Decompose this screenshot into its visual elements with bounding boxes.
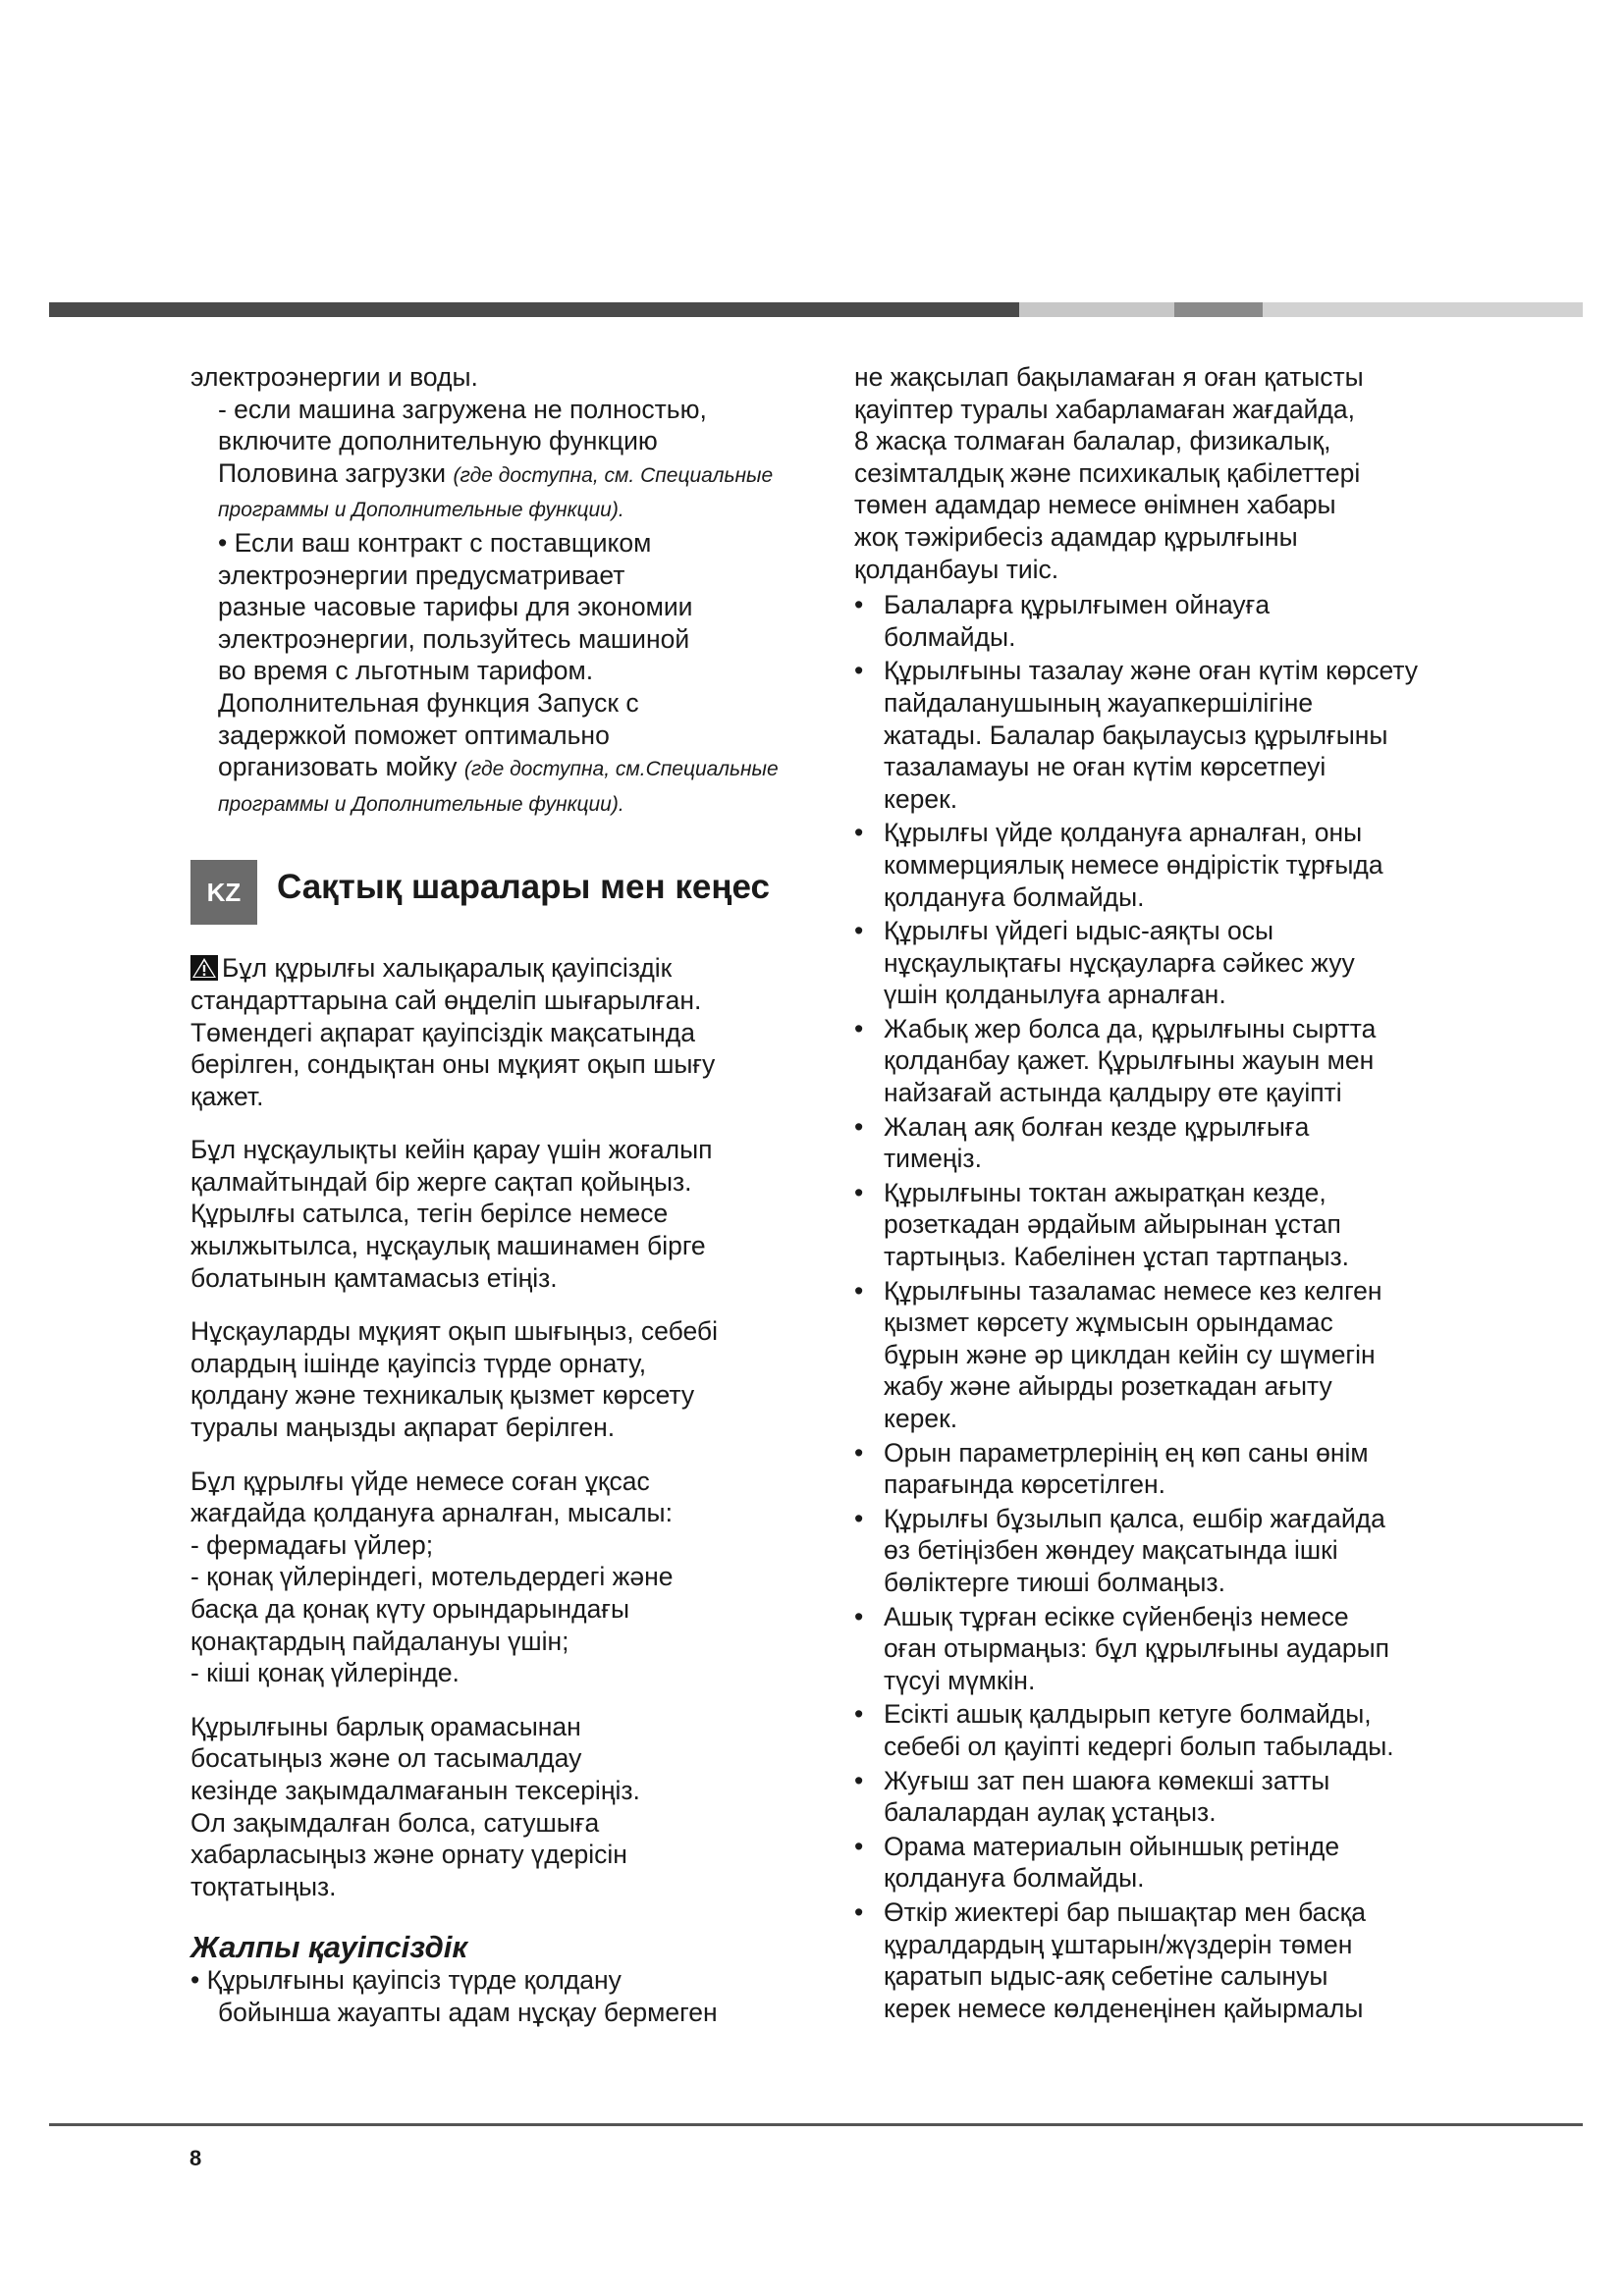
bullet-line: бойынша жауапты адам нұсқау бермеген — [218, 1997, 718, 2027]
bullet-line: жатады. Балалар бақылаусыз құрылғыны — [884, 720, 1388, 750]
bullet-line: нұсқаулықтағы нұсқауларға сәйкес жуу — [884, 947, 1355, 978]
paragraph-line: қолдану және техникалық қызмет көрсету — [190, 1380, 695, 1411]
bullet-line: Құрылғыны токтан ажыратқан кезде, — [884, 1177, 1326, 1207]
right-bullet-list — [854, 589, 1489, 2024]
bullet-item-line: организовать мойку — [218, 752, 458, 782]
bullet-line: коммерциялық немесе өндірістік тұрғыда — [884, 849, 1383, 880]
bullet-item-line: электроэнергии, пользуйтесь машиной — [218, 623, 690, 654]
bullet-line: қызмет көрсету жұмысын орындамас — [884, 1308, 1333, 1338]
bullet-line: тимеңіз. — [884, 1144, 982, 1174]
bullet-line: парағында көрсетілген. — [884, 1469, 1165, 1500]
paragraph-line: болатынын қамтамасыз етіңіз. — [190, 1262, 558, 1293]
bullet-line: қолдануға болмайды. — [884, 1863, 1145, 1894]
general-safety-first-bullet — [190, 1964, 819, 2028]
paragraph-read-instructions — [190, 1315, 819, 1443]
bullet-line: пайдаланушының жауапкершілігіне — [884, 687, 1314, 718]
bullet-line: үшін қолданылуға арналған. — [884, 980, 1226, 1010]
bullet-line: розеткадан әрдайым айырынан ұстап — [884, 1209, 1341, 1240]
safety-bullet-item — [854, 1896, 1489, 2024]
header-bar-segment-light-end — [1263, 302, 1583, 317]
warning-line: стандарттарына сай өңделіп шығарылған. — [190, 985, 702, 1015]
bullet-line: қаратып ыдыс-аяқ себетіне салынуы — [884, 1961, 1328, 1992]
bullet-line: • Құрылғыны қауіпсіз түрде қолдану — [190, 1964, 622, 1995]
bullet-marker: • — [854, 590, 864, 620]
paragraph-line: - фермадағы үйлер; — [190, 1529, 434, 1560]
header-bar-segment-mid — [1174, 302, 1263, 317]
warning-paragraph — [190, 952, 819, 1112]
safety-bullet-item — [854, 1831, 1489, 1895]
paragraph-line: қонақтардың пайдалануы үшін; — [190, 1626, 569, 1656]
page-number: 8 — [189, 2146, 202, 2170]
left-lead-line: электроэнергии и воды. — [190, 362, 478, 392]
right-continuation-paragraph — [854, 361, 1489, 585]
paragraph-line: қалмайтындай бір жерге сақтап қойыңыз. — [190, 1166, 692, 1197]
bullet-marker: • — [854, 1896, 864, 1927]
safety-bullet-item — [854, 589, 1489, 653]
safety-bullet-item — [854, 1111, 1489, 1175]
paragraph-line: Құрылғыны барлық орамасынан — [190, 1711, 581, 1741]
bullet-line: Орын параметрлерінің ең көп саны өнім — [884, 1437, 1369, 1468]
bullet-line: балалардан аулақ ұстаңыз. — [884, 1797, 1217, 1828]
section-title: Сақтық шаралары мен кеңес — [277, 868, 770, 907]
bullet-item-note: (где доступна, см.Специальные программы и Дополнительные функции). — [218, 758, 779, 816]
bullet-marker: • — [854, 1177, 864, 1207]
paragraph-unpacking — [190, 1711, 819, 1903]
bullet-line: керек. — [884, 1404, 958, 1433]
paragraph-line: кезінде зақымдалмағанын тексеріңіз. — [190, 1775, 640, 1805]
warning-line: Төмендегі ақпарат қауіпсіздік мақсатында — [190, 1017, 695, 1047]
bullet-marker: • — [854, 1437, 864, 1468]
left-column — [190, 361, 819, 2028]
paragraph-line: жағдайда қолдануға арналған, мысалы: — [190, 1498, 673, 1528]
language-badge: KZ — [190, 860, 257, 925]
general-safety-heading: Жалпы қауіпсіздік — [190, 1930, 468, 1965]
safety-bullet-item — [854, 817, 1489, 913]
warning-triangle-icon — [190, 955, 218, 981]
safety-bullet-item — [854, 915, 1489, 1011]
paragraph-line: жоқ тәжірибесіз адамдар құрылғыны — [854, 521, 1298, 552]
bullet-line: түсуі мүмкін. — [884, 1665, 1036, 1695]
paragraph-line: босатыңыз және ол тасымалдау — [190, 1743, 582, 1774]
bullet-line: Құрылғы үйдегі ыдыс-аяқты осы — [884, 916, 1274, 946]
safety-bullet-item — [854, 1503, 1489, 1599]
dash-item-line: Половина загрузки — [218, 457, 447, 488]
bullet-marker: • — [854, 1765, 864, 1795]
bullet-line: бөліктерге тиюші болмаңыз. — [884, 1567, 1225, 1597]
bullet-marker: • — [854, 818, 864, 848]
bullet-line: жабу және айырды розеткадан ағыту — [884, 1371, 1332, 1402]
bullet-marker: • — [854, 1601, 864, 1631]
footer-rule — [49, 2123, 1583, 2126]
bullet-line: Құрылғыны тазалау және оған күтім көрсету — [884, 656, 1419, 686]
bullet-marker: • — [854, 1503, 864, 1533]
bullet-marker: • — [854, 1699, 864, 1730]
bullet-line: Балаларға құрылғымен ойнауға — [884, 590, 1271, 620]
header-bar-segment-light — [1019, 302, 1174, 317]
paragraph-line: қауіптер туралы хабарламаған жағдайда, — [854, 394, 1356, 424]
bullet-marker: • — [854, 1275, 864, 1306]
paragraph-line: хабарласыңыз және орнату үдерісін — [190, 1840, 627, 1870]
safety-bullet-item — [854, 1601, 1489, 1697]
dash-item-note: (где доступна, см. Специальные программы и Дополнительные функции). — [218, 463, 774, 522]
bullet-line: тартыңыз. Кабелінен ұстап тартпаңыз. — [884, 1242, 1350, 1272]
paragraph-line: сезімталдық және психикалық қабілеттері — [854, 457, 1361, 488]
safety-bullet-item — [854, 1275, 1489, 1435]
paragraph-line: туралы маңызды ақпарат берілген. — [190, 1413, 616, 1443]
bullet-line: құралдардың ұштарын/жүздерін төмен — [884, 1929, 1353, 1959]
safety-bullet-item — [854, 1013, 1489, 1109]
bullet-line: себебі ол қауіпті кедергі болып табылады. — [884, 1731, 1394, 1761]
safety-bullet-item — [854, 655, 1489, 815]
bullet-item-line: • Если ваш контракт с поставщиком — [218, 527, 652, 558]
bullet-marker: • — [854, 1111, 864, 1142]
warning-line: қажет. — [190, 1081, 264, 1111]
bullet-line: қолдануға болмайды. — [884, 881, 1145, 912]
paragraph-line: Бұл нұсқаулықты кейін қарау үшін жоғалып — [190, 1135, 713, 1165]
paragraph-keep-manual — [190, 1134, 819, 1294]
bullet-line: Құрылғы бұзылып қалса, ешбір жағдайда — [884, 1503, 1385, 1533]
paragraph-line: не жақсылап бақыламаған я оған қатысты — [854, 362, 1364, 392]
dash-item-line: - если машина загружена не полностью, — [218, 394, 707, 424]
bullet-line: Жалаң аяқ болған кезде құрылғыға — [884, 1111, 1310, 1142]
paragraph-line: олардың ішінде қауіпсіз түрде орнату, — [190, 1348, 647, 1378]
bullet-marker: • — [854, 656, 864, 686]
bullet-item-line: разные часовые тарифы для экономии — [218, 592, 693, 622]
bullet-line: Жабық жер болса да, құрылғыны сыртта — [884, 1013, 1377, 1043]
bullet-line: Орама материалын ойыншық ретінде — [884, 1831, 1340, 1861]
bullet-item-line: во время с льготным тарифом. — [218, 656, 594, 686]
paragraph-line: басқа да қонақ күту орындарындағы — [190, 1594, 630, 1624]
left-dash-item — [190, 394, 819, 527]
dash-item-line: включите дополнительную функцию — [218, 426, 658, 456]
bullet-line: керек немесе көлденеңінен қайырмалы — [884, 1993, 1364, 2023]
bullet-line: найзағай астында қалдыру өте қауіпті — [884, 1078, 1342, 1108]
bullet-item-line: электроэнергии предусматривает — [218, 560, 625, 590]
paragraph-line: Құрылғы сатылса, тегін берілсе немесе — [190, 1199, 669, 1229]
bullet-line: бұрын және әр циклдан кейін су шүмегін — [884, 1339, 1376, 1369]
bullet-line: оған отырмаңыз: бұл құрылғыны аударып — [884, 1633, 1389, 1664]
bullet-item-line: задержкой поможет оптимально — [218, 720, 610, 750]
paragraph-line: тоқтатыңыз. — [190, 1871, 337, 1901]
right-column — [854, 361, 1489, 2026]
bullet-marker: • — [854, 1013, 864, 1043]
bullet-line: тазаламауы не оған күтім көрсетпеуі — [884, 752, 1326, 782]
bullet-line: Құрылғыны тазаламас немесе кез келген — [884, 1275, 1382, 1306]
bullet-line: Есікті ашық қалдырып кетуге болмайды, — [884, 1699, 1372, 1730]
paragraph-line: 8 жасқа толмаған балалар, физикалық, — [854, 426, 1331, 456]
bullet-line: Өткір жиектері бар пышақтар мен басқа — [884, 1896, 1366, 1927]
bullet-line: керек. — [884, 783, 958, 814]
warning-line: берілген, сондықтан оны мұқият оқып шығу — [190, 1049, 716, 1080]
paragraph-line: жылжытылса, нұсқаулық машинамен бірге — [190, 1231, 706, 1261]
paragraph-line: қолданбауы тиіс. — [854, 554, 1059, 584]
paragraph-line: төмен адамдар немесе өнімнен хабары — [854, 490, 1336, 520]
section-header — [190, 860, 819, 925]
safety-bullet-item — [854, 1698, 1489, 1762]
paragraph-line: Ол зақымдалған болса, сатушыға — [190, 1807, 600, 1838]
bullet-line: Ашық тұрған есікке сүйенбеңіз немесе — [884, 1601, 1349, 1631]
paragraph-line: - кіші қонақ үйлерінде. — [190, 1658, 460, 1688]
paragraph-line: - қонақ үйлеріндегі, мотельдердегі және — [190, 1562, 674, 1592]
bullet-line: Жуғыш зат пен шаюға көмекші затты — [884, 1765, 1330, 1795]
bullet-line: қолданбау қажет. Құрылғыны жауын мен — [884, 1045, 1375, 1076]
safety-bullet-item — [854, 1437, 1489, 1501]
safety-bullet-item — [854, 1765, 1489, 1829]
header-bar-segment-dark — [49, 302, 1019, 317]
safety-bullet-item — [854, 1177, 1489, 1273]
bullet-line: Құрылғы үйде қолдануға арналған, оны — [884, 818, 1363, 848]
paragraph-line: Бұл құрылғы үйде немесе соған ұқсас — [190, 1466, 650, 1496]
bullet-marker: • — [854, 916, 864, 946]
bullet-item-line: Дополнительная функция Запуск с — [218, 687, 639, 718]
bullet-marker: • — [854, 1831, 864, 1861]
bullet-line: өз бетіңізбен жөндеу мақсатында ішкі — [884, 1535, 1338, 1566]
header-color-bar — [49, 302, 1583, 317]
warning-line: Бұл құрылғы халықаралық қауіпсіздік — [222, 953, 673, 984]
paragraph-line: Нұсқауларды мұқият оқып шығыңыз, себебі — [190, 1316, 719, 1347]
left-bullet-item — [190, 527, 819, 821]
paragraph-intended-use — [190, 1466, 819, 1689]
bullet-line: болмайды. — [884, 621, 1016, 652]
